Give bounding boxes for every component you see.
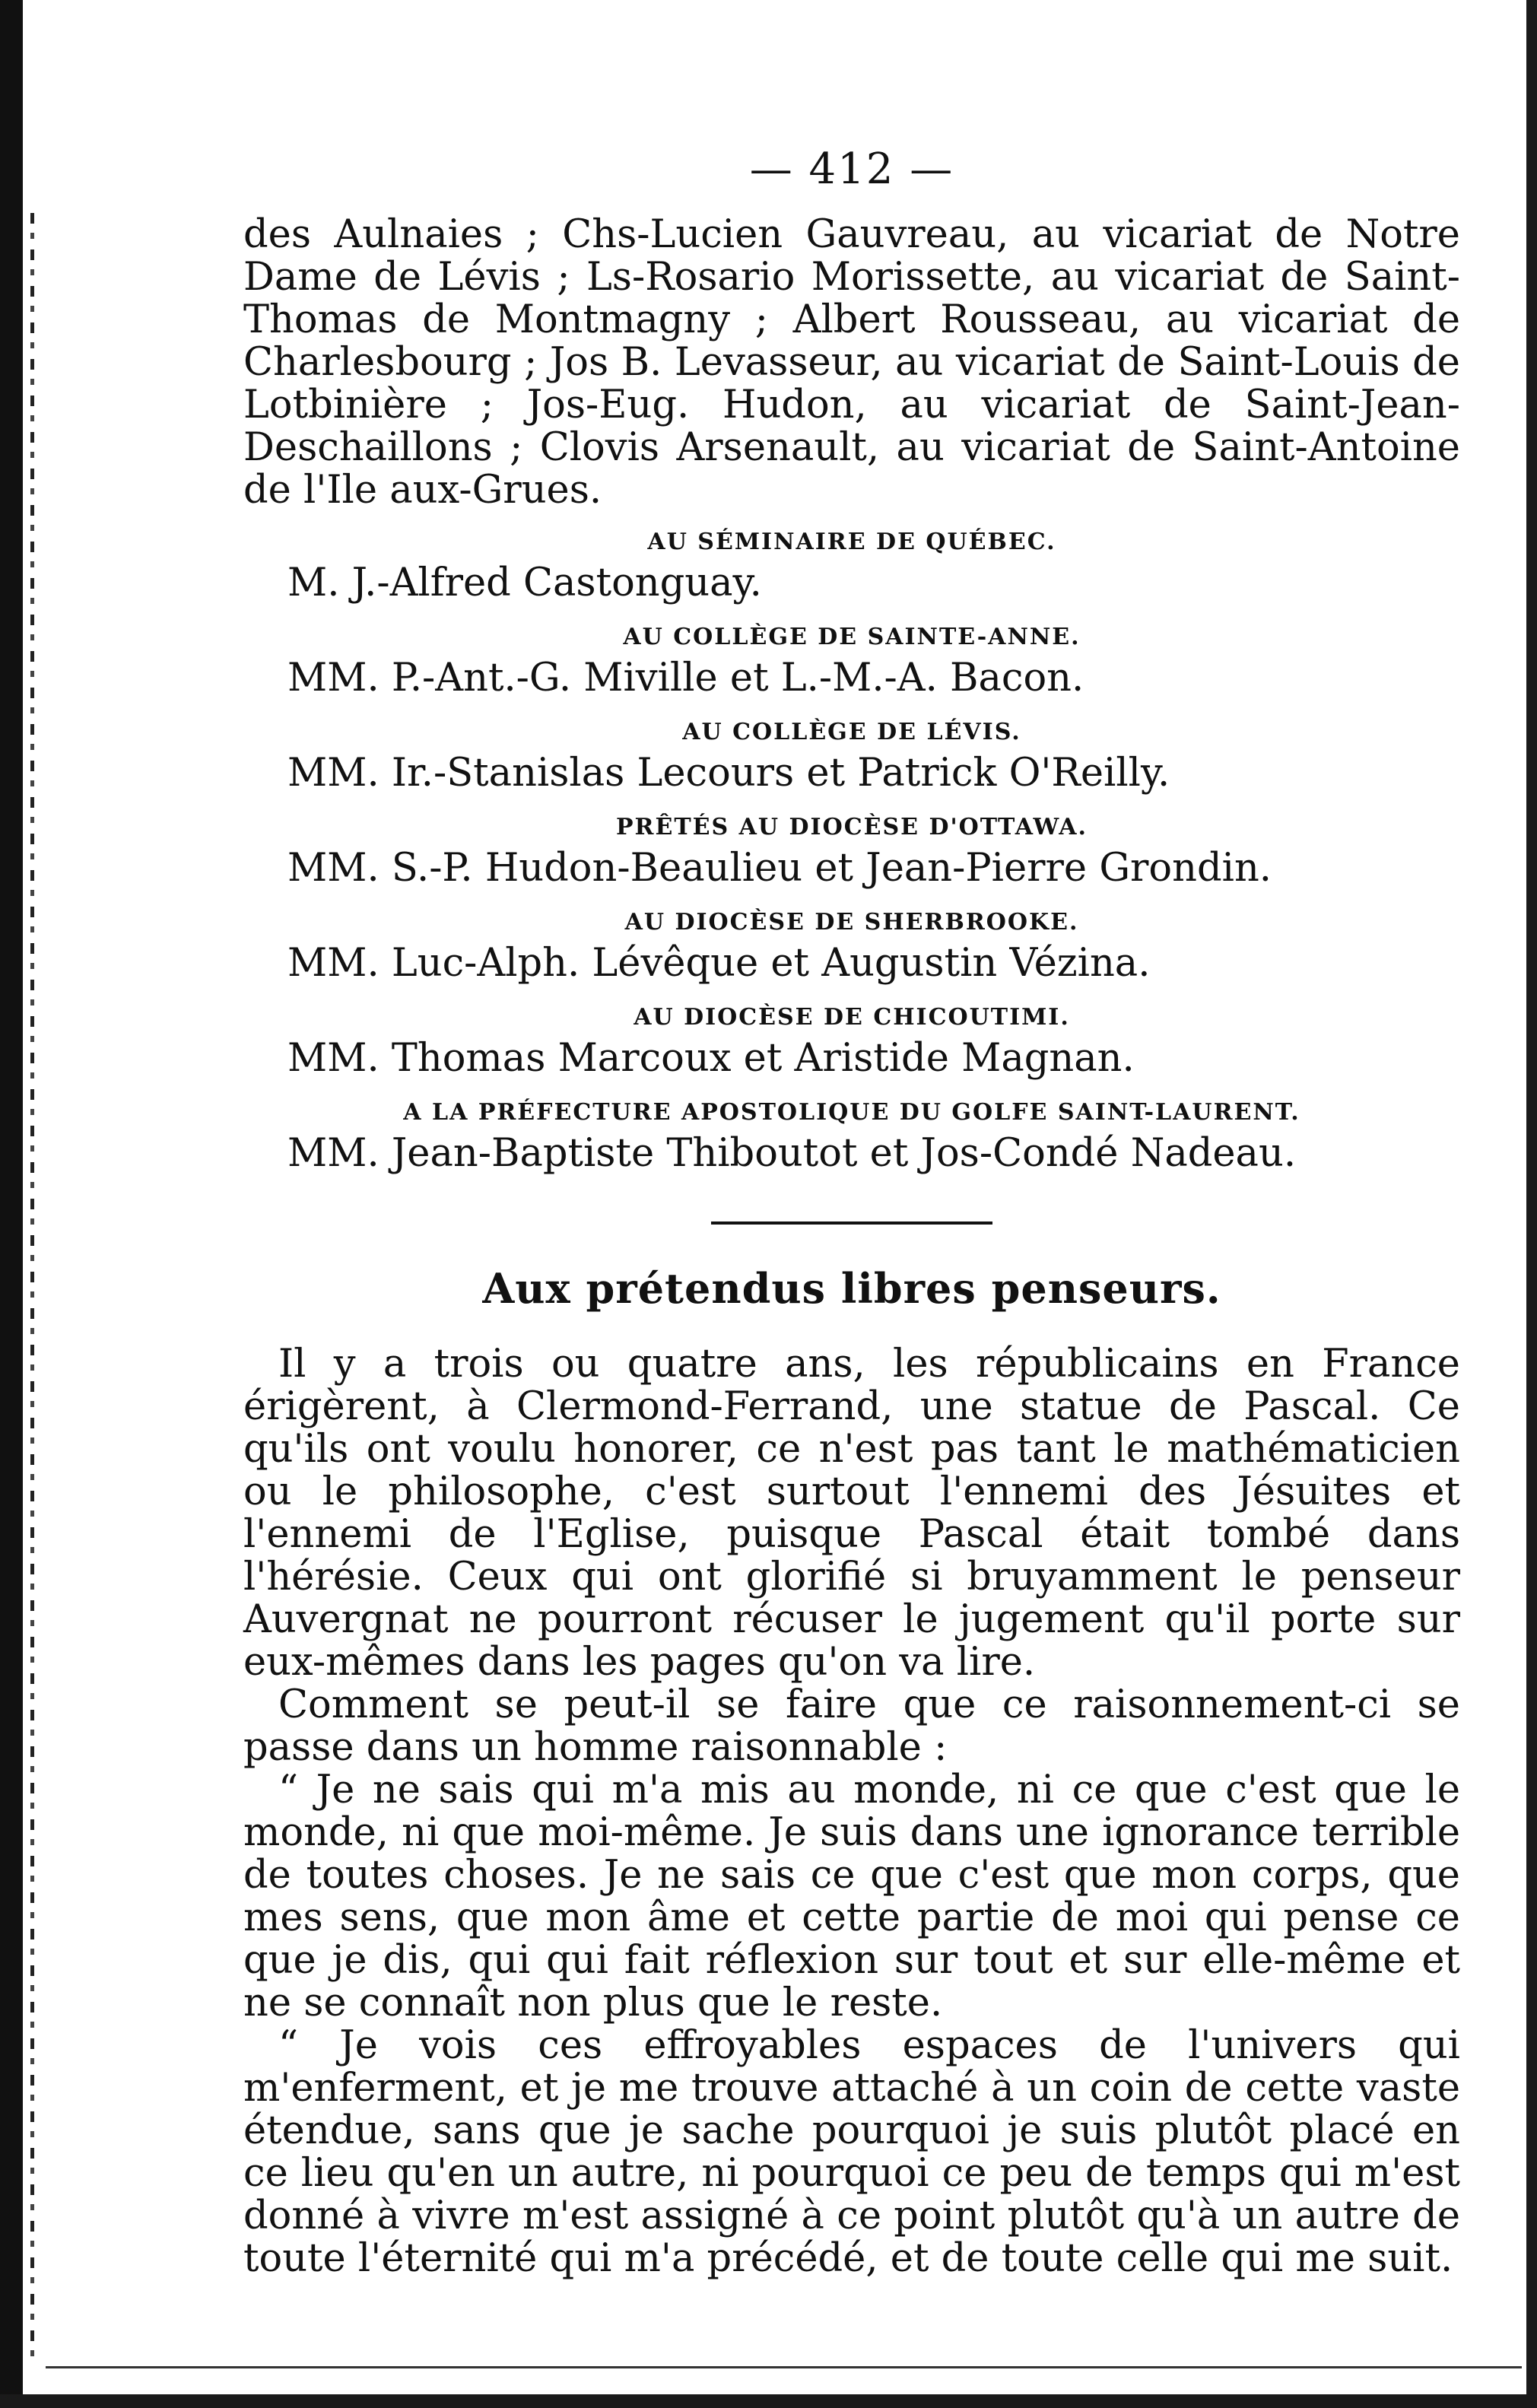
assignment-heading: PRÊTÉS AU DIOCÈSE D'OTTAWA. <box>616 814 1088 840</box>
page-content <box>243 145 1460 2280</box>
body-paragraph: Il y a trois ou quatre ans, les républicains en France érigèrent, à Clermond-Ferrand, une statue de Pascal. Ce qu'ils ont voulu honorer, ce n'est pas tant le mathématicien ou le philosophe, c'est surtout l'ennemi des Jésuites et l'ennemi de l'Eglise, puisque Pascal était tombé dans l'hérésie. Ceux qui ont glorifié si bruyamment le penseur Auvergnat ne pourront récuser le jugement qu'il porte sur eux-mêmes dans les pages qu'on va lire. <box>243 1342 1460 1685</box>
assignment-college-levis <box>243 719 1460 797</box>
assignment-heading: AU SÉMINAIRE DE QUÉBEC. <box>647 529 1056 555</box>
assignment-heading: A LA PRÉFECTURE APOSTOLIQUE DU GOLFE SAINT-LAURENT. <box>403 1099 1300 1126</box>
assignment-sherbrooke <box>243 909 1460 987</box>
assignment-names: MM. Ir.-Stanislas Lecours et Patrick O'Reilly. <box>287 751 1170 796</box>
assignment-seminaire <box>243 529 1460 607</box>
assignment-golfe-saint-laurent <box>243 1099 1460 1177</box>
assignment-college-sainte-anne <box>243 624 1460 702</box>
assignment-heading: AU COLLÈGE DE SAINTE-ANNE. <box>623 624 1081 650</box>
assignment-heading: AU COLLÈGE DE LÉVIS. <box>682 719 1021 745</box>
opening-paragraph: des Aulnaies ; Chs-Lucien Gauvreau, au vicariat de Notre Dame de Lévis ; Ls-Rosario Morissette, au vicariat de Saint-Thomas de Montmagny ; Albert Rousseau, au vicariat de Charlesbourg ; Jos B. Levasseur, au vicariat de Saint-Louis de Lotbinière ; Jos-Eug. Hudon, au vicariat de Saint-Jean-Deschaillons ; Clovis Arsenault, au vicariat de Saint-Antoine de l'Ile aux-Grues. <box>243 212 1460 513</box>
scan-edge-left <box>0 0 23 2408</box>
assignment-names: MM. Luc-Alph. Lévêque et Augustin Vézina. <box>287 941 1151 986</box>
assignment-names: MM. Thomas Marcoux et Aristide Magnan. <box>287 1036 1135 1081</box>
scan-binding-marks <box>30 213 34 2358</box>
scan-bottom-rule <box>46 2366 1522 2368</box>
assignment-names: MM. Jean-Baptiste Thiboutot et Jos-Condé Nadeau. <box>287 1131 1297 1176</box>
assignment-list <box>243 529 1460 1177</box>
assignment-names: MM. S.-P. Hudon-Beaulieu et Jean-Pierre Grondin. <box>287 846 1272 891</box>
quote-paragraph: “ Je vois ces effroyables espaces de l'univers qui m'enferment, et je me trouve attaché à un coin de cette vaste étendue, sans que je sache pourquoi je suis plutôt placé en ce lieu qu'en un autre, ni pourquoi ce peu de temps qui m'est donné à vivre m'est assigné à ce point plutôt qu'à un autre de toute l'éternité qui m'a précédé, et de toute celle qui me suit. <box>243 2023 1460 2281</box>
assignment-names: MM. P.-Ant.-G. Miville et L.-M.-A. Bacon. <box>287 656 1084 700</box>
assignment-names: M. J.-Alfred Castonguay. <box>287 561 762 605</box>
scan-edge-right <box>1526 0 1537 2408</box>
section-divider <box>711 1221 992 1225</box>
assignment-ottawa <box>243 814 1460 892</box>
scan-edge-bottom <box>0 2394 1537 2408</box>
assignment-chicoutimi <box>243 1004 1460 1082</box>
page-number: — 412 — <box>749 145 954 194</box>
body-paragraph: Comment se peut-il se faire que ce raisonnement-ci se passe dans un homme raisonnable : <box>243 1682 1460 1770</box>
quote-paragraph: “ Je ne sais qui m'a mis au monde, ni ce que c'est que le monde, ni que moi-même. Je suis dans une ignorance terrible de toutes choses. Je ne sais ce que c'est que mon corps, que mes sens, que mon âme et cette partie de moi qui pense ce que je dis, qui qui fait réflexion sur tout et sur elle-même et ne se connaît non plus que le reste. <box>243 1768 1460 2025</box>
assignment-heading: AU DIOCÈSE DE SHERBROOKE. <box>624 909 1079 936</box>
assignment-heading: AU DIOCÈSE DE CHICOUTIMI. <box>634 1004 1070 1031</box>
section-title: Aux prétendus libres penseurs. <box>482 1264 1221 1313</box>
